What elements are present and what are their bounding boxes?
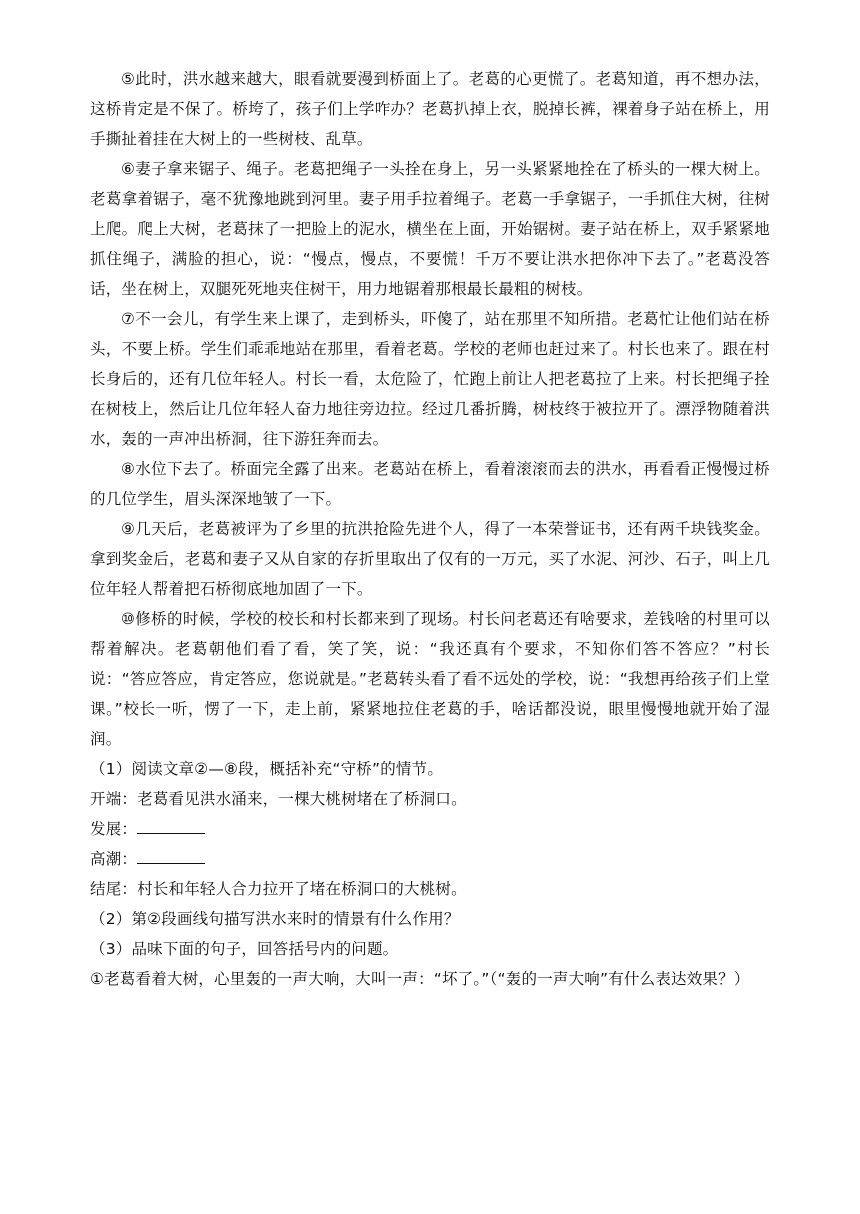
question-1-develop	[90, 814, 770, 844]
question-2: （2）第②段画线句描写洪水来时的情景有什么作用？	[90, 910, 460, 928]
paragraph-7: ⑦不一会儿，有学生来上课了，走到桥头，吓傻了，站在那里不知所措。老葛忙让他们站在桥头，不要上桥。学生们乖乖地站在那里，看着老葛。学校的老师也赶过来了。村长也来了。跟在村长身后的，还有几位年轻人。村长一看，太危险了，忙跑上前让人把老葛拉了上来。村长把绳子拴在树枝上，然后让几位年轻人奋力地往旁边拉。经过几番折腾，树枝终于被拉开了。漂浮物随着洪水，轰的一声冲出桥洞，往下游狂奔而去。	[90, 310, 770, 448]
question-1: （1）阅读文章②—⑧段，概括补充“守桥”的情节。	[90, 760, 444, 778]
develop-label: 发展：	[90, 820, 138, 838]
question-1-end: 结尾：村长和年轻人合力拉开了堵在桥洞口的大桃树。	[90, 880, 467, 898]
paragraph-5: ⑤此时，洪水越来越大，眼看就要漫到桥面上了。老葛的心更慌了。老葛知道，再不想办法，这桥肯定是不保了。桥垮了，孩子们上学咋办？老葛扒掉上衣，脱掉长裤，裸着身子站在桥上，用手撕扯着挂在大树上的一些树枝、乱草。	[90, 70, 770, 148]
question-1-start: 开端：老葛看见洪水涌来，一棵大桃树堵在了桥洞口。	[90, 790, 467, 808]
paragraph-6: ⑥妻子拿来锯子、绳子。老葛把绳子一头拴在身上，另一头紧紧地拴在了桥头的一棵大树上。老葛拿着锯子，毫不犹豫地跳到河里。妻子用手拉着绳子。老葛一手拿锯子，一手抓住大树，往树上爬。爬上大树，老葛抹了一把脸上的泥水，横坐在上面，开始锯树。妻子站在桥上，双手紧紧地抓住绳子，满脸的担心，说：“慢点，慢点，不要慌！千万不要让洪水把你冲下去了。”老葛没答话，坐在树上，双腿死死地夹住树干，用力地锯着那根最长最粗的树枝。	[90, 160, 770, 298]
document-body	[90, 64, 770, 994]
climax-answer-blank[interactable]	[137, 845, 205, 864]
paragraph-10: ⑩修桥的时候，学校的校长和村长都来到了现场。村长问老葛还有啥要求，差钱啥的村里可以帮着解决。老葛朝他们看了看，笑了笑，说：“我还真有个要求，不知你们答不答应？”村长说：“答应答应，肯定答应，您说就是。”老葛转头看了看不远处的学校，说：“我想再给孩子们上堂课。”校长一听，愣了一下，走上前，紧紧地拉住老葛的手，啥话都没说，眼里慢慢地就开始了湿润。	[90, 610, 770, 748]
paragraph-8: ⑧水位下去了。桥面完全露了出来。老葛站在桥上，看着滚滚而去的洪水，再看看正慢慢过桥的几位学生，眉头深深地皱了一下。	[90, 460, 770, 508]
question-3: （3）品味下面的句子，回答括号内的问题。	[90, 940, 399, 958]
question-1-climax	[90, 844, 770, 874]
develop-answer-blank[interactable]	[137, 815, 205, 834]
question-3-item-1: ①老葛看着大树，心里轰的一声大响，大叫一声：“坏了。”（“轰的一声大响”有什么表达效果？）	[90, 970, 750, 988]
paragraph-9: ⑨几天后，老葛被评为了乡里的抗洪抢险先进个人，得了一本荣誉证书，还有两千块钱奖金。拿到奖金后，老葛和妻子又从自家的存折里取出了仅有的一万元，买了水泥、河沙、石子，叫上几位年轻人帮着把石桥彻底地加固了一下。	[90, 520, 770, 598]
climax-label: 高潮：	[90, 850, 138, 868]
